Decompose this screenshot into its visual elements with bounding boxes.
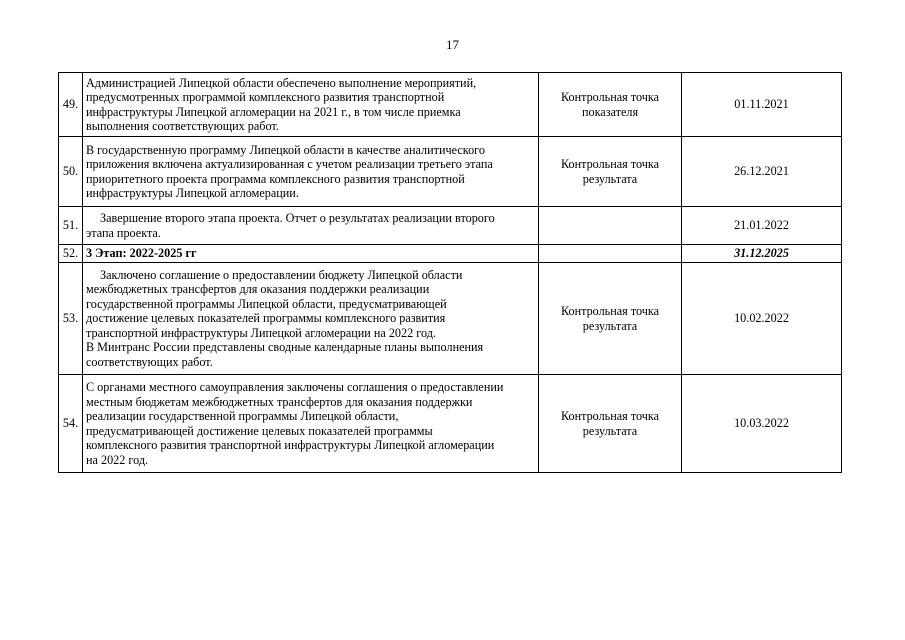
- row-date: 21.01.2022: [682, 207, 842, 245]
- description-line: инфраструктуры Липецкой агломерации.: [86, 186, 299, 200]
- description-line: Администрацией Липецкой области обеспечено выполнение мероприятий,: [86, 75, 477, 90]
- row-type: [539, 207, 682, 245]
- description-line: В Минтранс России представлены сводные календарные планы выполнения: [86, 340, 484, 355]
- row-number: 51.: [59, 207, 83, 245]
- row-number: 54.: [59, 375, 83, 473]
- type-line: результата: [582, 318, 638, 333]
- row-description: [83, 375, 539, 473]
- row-date: 10.02.2022: [682, 263, 842, 375]
- control-points-table: [58, 72, 842, 473]
- row-date: 31.12.2025: [682, 245, 842, 263]
- type-line: Контрольная точка: [560, 304, 660, 318]
- row-description: [83, 263, 539, 375]
- table-row: [59, 207, 842, 245]
- description-line: предусматривающей достижение целевых показателей программы: [86, 423, 433, 438]
- description-line: государственной программы Липецкой области, предусматривающей: [86, 296, 447, 311]
- table-row: [59, 375, 842, 473]
- row-type: [539, 245, 682, 263]
- table-row: [59, 245, 842, 263]
- row-type: [539, 137, 682, 207]
- stage-heading: 3 Этап: 2022-2025 гг: [83, 245, 539, 263]
- type-line: результата: [582, 171, 638, 186]
- description-line: С органами местного самоуправления заключены соглашения о предоставлении: [86, 380, 504, 394]
- description-line: Завершение второго этапа проекта. Отчет о результатах реализации второго: [100, 211, 495, 225]
- page-number: 17: [446, 37, 459, 52]
- description-line: транспортной инфраструктуры Липецкой агломерации на 2022 год.: [86, 325, 436, 340]
- row-description: [83, 137, 539, 207]
- description-line: выполнения соответствующих работ.: [86, 119, 279, 133]
- description-line: Заключено соглашение о предоставлении бюджету Липецкой области: [100, 267, 463, 282]
- description-line: на 2022 год.: [86, 452, 149, 467]
- type-line: показателя: [581, 104, 639, 119]
- description-line: В государственную программу Липецкой области в качестве аналитического: [86, 142, 485, 157]
- description-line: реализации государственной программы Липецкой области,: [86, 409, 399, 423]
- description-line: межбюджетных трансфертов для оказания поддержки реализации: [86, 282, 430, 297]
- description-line: этапа проекта.: [86, 225, 161, 240]
- row-description: [83, 73, 539, 137]
- row-number: 52.: [59, 245, 83, 263]
- type-line: Контрольная точка: [560, 157, 660, 171]
- description-line: комплексного развития транспортной инфраструктуры Липецкой агломерации: [86, 438, 495, 452]
- row-type: [539, 73, 682, 137]
- row-type: [539, 263, 682, 375]
- row-number: 49.: [59, 73, 83, 137]
- row-date: 01.11.2021: [682, 73, 842, 137]
- row-date: 26.12.2021: [682, 137, 842, 207]
- type-line: результата: [582, 423, 638, 438]
- description-line: предусмотренных программой комплексного развития транспортной: [86, 90, 445, 104]
- description-line: приложения включена актуализированная с учетом реализации третьего этапа: [86, 157, 493, 171]
- description-line: местным бюджетам межбюджетных трансфертов для оказания поддержки: [86, 394, 473, 409]
- type-line: Контрольная точка: [560, 409, 660, 423]
- description-line: соответствующих работ.: [86, 354, 213, 369]
- row-type: [539, 375, 682, 473]
- row-date: 10.03.2022: [682, 375, 842, 473]
- row-description: [83, 207, 539, 245]
- row-number: 50.: [59, 137, 83, 207]
- description-line: приоритетного проекта программа комплексного развития транспортной: [86, 171, 465, 186]
- row-number: 53.: [59, 263, 83, 375]
- table-row: [59, 137, 842, 207]
- table-row: [59, 263, 842, 375]
- description-line: достижение целевых показателей программы комплексного развития: [86, 311, 446, 326]
- type-line: Контрольная точка: [560, 90, 660, 104]
- description-line: инфраструктуры Липецкой агломерации на 2021 г., в том числе приемка: [86, 104, 461, 119]
- table-row: [59, 73, 842, 137]
